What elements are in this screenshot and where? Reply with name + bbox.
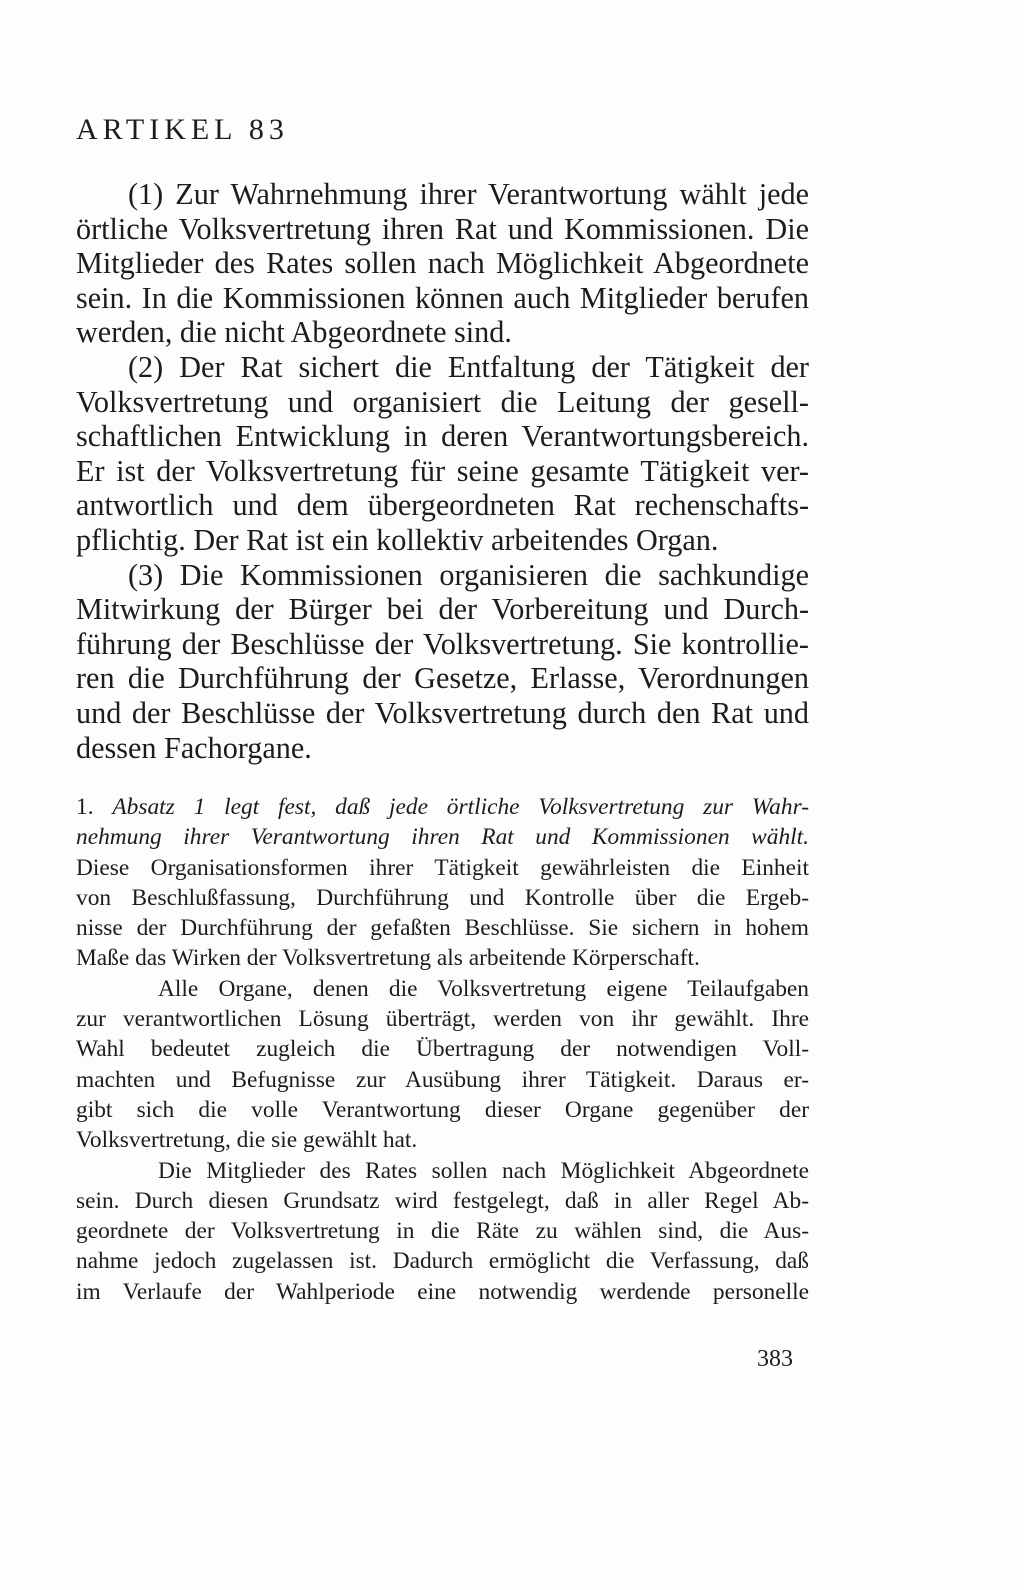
commentary-emphasis: Absatz 1 legt fest, daß jede örtliche Volksvertretung zur Wahr- <box>112 794 809 820</box>
commentary-line: zur verantwortlichen Lösung überträgt, werden von ihr gewählt. Ihre <box>76 1006 809 1033</box>
commentary-emphasis: nehmung ihrer Verantwortung ihren Rat und Kommissionen wählt. <box>76 824 809 851</box>
article-line: schaftlichen Entwicklung in deren Verantwortungsbereich. <box>76 419 809 454</box>
commentary-line: gibt sich die volle Verantwortung dieser Organe gegenüber der <box>76 1096 809 1123</box>
commentary-line <box>76 792 809 822</box>
article-line: werden, die nicht Abgeordnete sind. <box>76 315 512 350</box>
commentary-line: Volksvertretung, die sie gewählt hat. <box>76 1127 418 1154</box>
commentary-line: machten und Befugnisse zur Ausübung ihrer Tätigkeit. Daraus er- <box>76 1066 809 1093</box>
article-line: (1) Zur Wahrnehmung ihrer Verantwortung wählt jede <box>128 177 809 211</box>
article-line: sein. In die Kommissionen können auch Mitglieder berufen <box>76 280 809 315</box>
commentary-line: nahme jedoch zugelassen ist. Dadurch ermöglicht die Verfassung, daß <box>76 1248 809 1275</box>
article-line: Volksvertretung und organisiert die Leitung der gesell- <box>76 384 809 419</box>
commentary-line: im Verlaufe der Wahlperiode eine notwendig werdende personelle <box>76 1278 809 1305</box>
article-text <box>76 177 809 765</box>
commentary-line: Maße das Wirken der Volksvertretung als arbeitende Körperschaft. <box>76 945 700 972</box>
article-line: dessen Fachorgane. <box>76 730 312 765</box>
article-line: führung der Beschlüsse der Volksvertretung. Sie kontrollie- <box>76 626 809 661</box>
commentary-line: sein. Durch diesen Grundsatz wird festgelegt, daß in aller Regel Ab- <box>76 1187 809 1214</box>
commentary-line: von Beschlußfassung, Durchführung und Kontrolle über die Ergeb- <box>76 884 809 911</box>
commentary-number: 1. <box>76 794 94 820</box>
article-line: Mitglieder des Rates sollen nach Möglichkeit Abgeordnete <box>76 246 809 281</box>
article-line: pflichtig. Der Rat ist ein kollektiv arbeitendes Organ. <box>76 522 719 557</box>
article-line: und der Beschlüsse der Volksvertretung durch den Rat und <box>76 695 809 730</box>
article-line: Er ist der Volksvertretung für seine gesamte Tätigkeit ver- <box>76 453 809 488</box>
commentary-line: Wahl bedeutet zugleich die Übertragung der notwendigen Voll- <box>76 1036 809 1063</box>
article-line: ren die Durchführung der Gesetze, Erlasse, Verordnungen <box>76 661 809 696</box>
commentary-line: nisse der Durchführung der gefaßten Beschlüsse. Sie sichern in hohem <box>76 915 809 942</box>
commentary-line: Diese Organisationsformen ihrer Tätigkeit gewährleisten die Einheit <box>76 854 809 881</box>
commentary-line: Alle Organe, denen die Volksvertretung eigene Teilaufgaben <box>158 975 809 1002</box>
commentary-text <box>76 792 809 1307</box>
article-line: (3) Die Kommissionen organisieren die sachkundige <box>128 557 809 592</box>
commentary-line: Die Mitglieder des Rates sollen nach Möglichkeit Abgeordnete <box>158 1157 809 1184</box>
article-line: örtliche Volksvertretung ihren Rat und Kommissionen. Die <box>76 211 809 246</box>
page-number: 383 <box>757 1346 793 1372</box>
article-line: Mitwirkung der Bürger bei der Vorbereitung und Durch- <box>76 592 809 627</box>
article-line: (2) Der Rat sichert die Entfaltung der Tätigkeit der <box>128 349 809 384</box>
article-line: antwortlich und dem übergeordneten Rat rechenschafts- <box>76 488 809 523</box>
commentary-line: geordnete der Volksvertretung in die Räte zu wählen sind, die Aus- <box>76 1218 809 1245</box>
article-heading: ARTIKEL 83 <box>76 113 289 146</box>
